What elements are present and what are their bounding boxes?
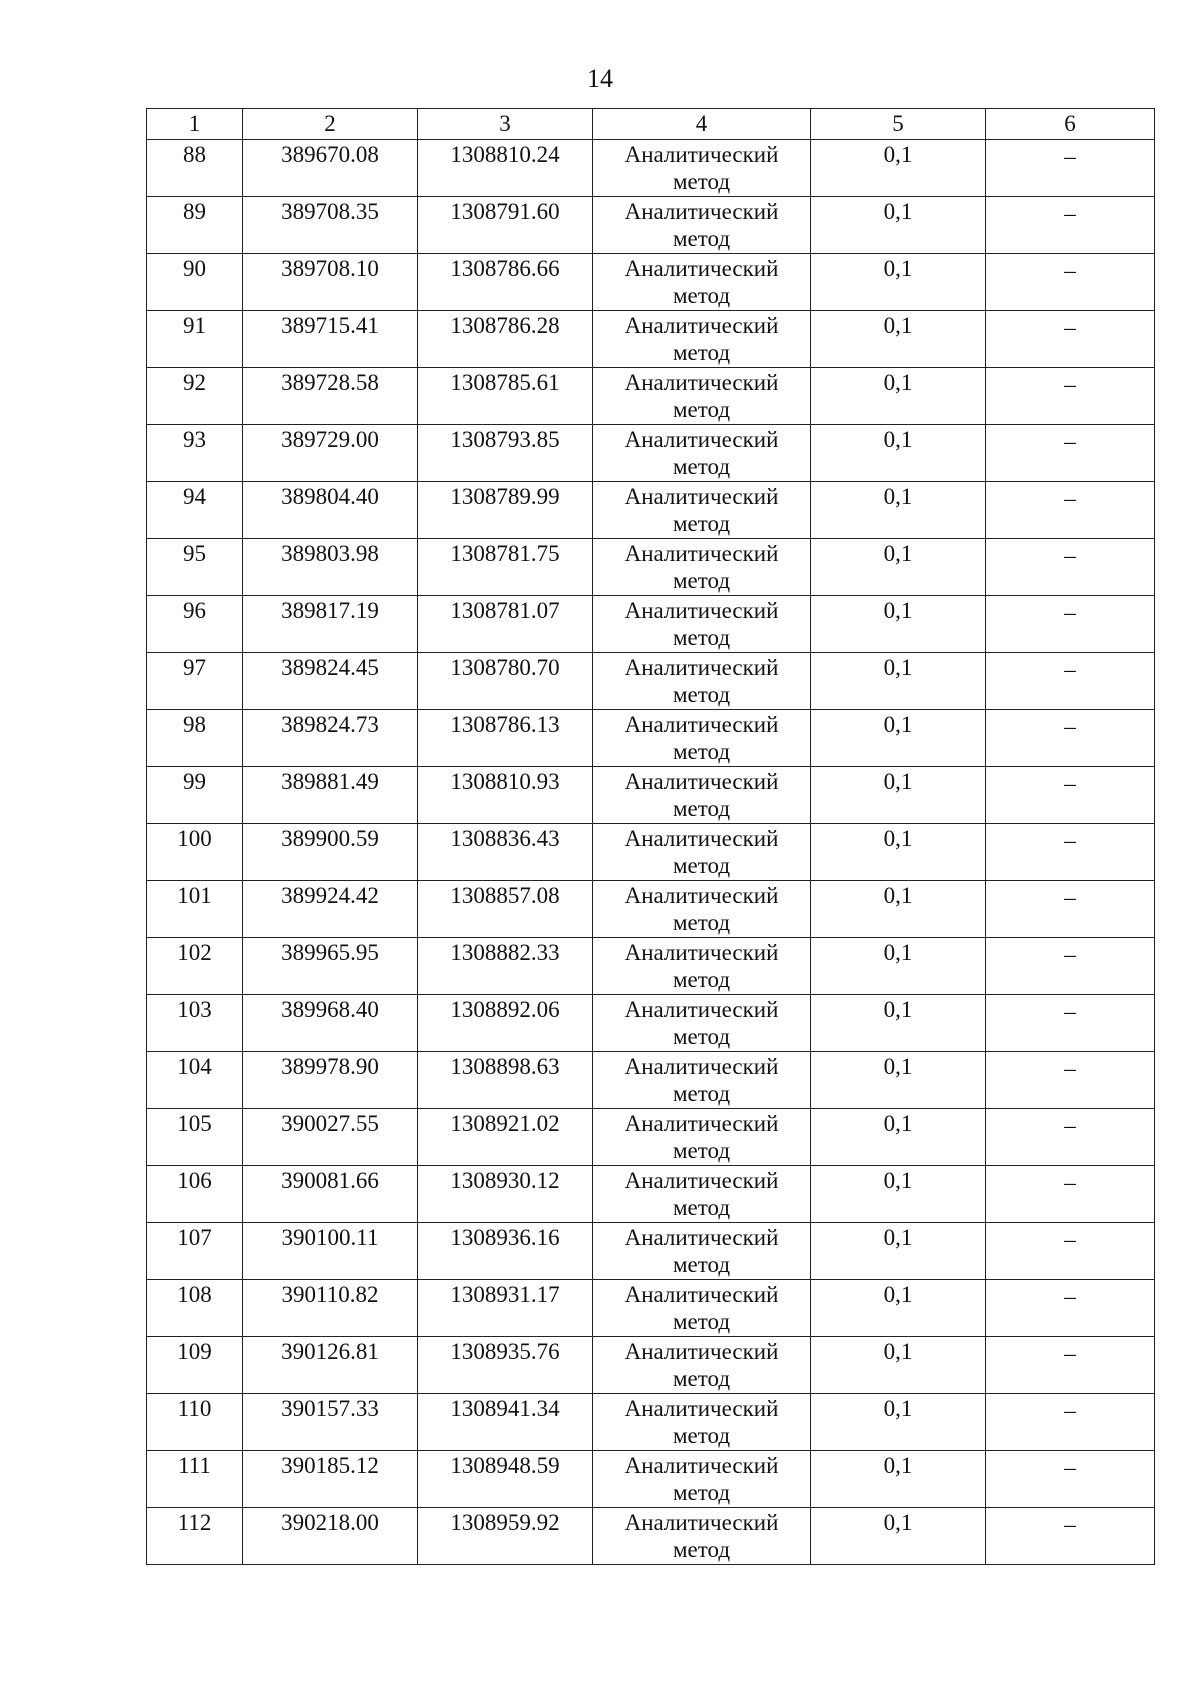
method-text-line: метод (672, 169, 731, 194)
y-coordinate-cell: 1308810.24 (418, 140, 593, 197)
method-cell (593, 767, 811, 824)
method-cell (593, 1052, 811, 1109)
table-row (147, 368, 1155, 425)
y-coordinate-cell: 1308785.61 (418, 368, 593, 425)
table-header (147, 109, 1155, 140)
table-row (147, 1451, 1155, 1508)
y-coordinate-cell: 1308789.99 (418, 482, 593, 539)
x-coordinate-cell: 389803.98 (243, 539, 418, 596)
x-coordinate-cell: 389824.45 (243, 653, 418, 710)
note-cell (986, 1109, 1155, 1166)
note-cell (986, 482, 1155, 539)
accuracy-cell: 0,1 (811, 995, 986, 1052)
y-coordinate-cell: 1308921.02 (418, 1109, 593, 1166)
y-coordinate-cell: 1308948.59 (418, 1451, 593, 1508)
method-cell (593, 482, 811, 539)
note-cell (986, 1508, 1155, 1565)
accuracy-cell: 0,1 (811, 1052, 986, 1109)
table-row (147, 824, 1155, 881)
note-cell (986, 311, 1155, 368)
method-text-line: метод (672, 796, 731, 821)
note-cell (986, 596, 1155, 653)
method-text-line: метод (672, 340, 731, 365)
x-coordinate-cell: 389924.42 (243, 881, 418, 938)
table-row (147, 311, 1155, 368)
point-number-cell: 111 (147, 1451, 243, 1508)
y-coordinate-cell: 1308941.34 (418, 1394, 593, 1451)
point-number-cell: 93 (147, 425, 243, 482)
point-number-cell: 95 (147, 539, 243, 596)
note-cell (986, 1394, 1155, 1451)
method-cell (593, 368, 811, 425)
x-coordinate-cell: 390218.00 (243, 1508, 418, 1565)
header-row (147, 109, 1155, 140)
y-coordinate-cell: 1308786.28 (418, 311, 593, 368)
note-cell (986, 140, 1155, 197)
method-text-line: метод (672, 1423, 731, 1448)
note-dash: – (1064, 714, 1076, 739)
note-dash: – (1064, 1227, 1076, 1252)
note-cell (986, 881, 1155, 938)
method-text-line: Аналитический (624, 313, 779, 338)
method-text-line: Аналитический (624, 598, 779, 623)
method-cell (593, 1337, 811, 1394)
point-number-cell: 100 (147, 824, 243, 881)
y-coordinate-cell: 1308931.17 (418, 1280, 593, 1337)
method-text-line: Аналитический (624, 826, 779, 851)
method-text-line: Аналитический (624, 370, 779, 395)
note-cell (986, 539, 1155, 596)
y-coordinate-cell: 1308836.43 (418, 824, 593, 881)
table-row (147, 881, 1155, 938)
note-dash: – (1064, 600, 1076, 625)
method-text-line: метод (672, 1480, 731, 1505)
method-cell (593, 1394, 811, 1451)
method-text-line: метод (672, 226, 731, 251)
page-number: 14 (587, 64, 613, 93)
point-number-cell: 92 (147, 368, 243, 425)
method-text-line: метод (672, 1309, 731, 1334)
method-cell (593, 1223, 811, 1280)
table-row (147, 539, 1155, 596)
column-header-4: 4 (593, 109, 811, 140)
method-cell (593, 995, 811, 1052)
accuracy-cell: 0,1 (811, 710, 986, 767)
note-dash: – (1064, 1113, 1076, 1138)
accuracy-cell: 0,1 (811, 881, 986, 938)
method-text-line: Аналитический (624, 199, 779, 224)
method-text-line: метод (672, 454, 731, 479)
note-cell (986, 1052, 1155, 1109)
method-cell (593, 1109, 811, 1166)
note-dash: – (1064, 828, 1076, 853)
x-coordinate-cell: 389715.41 (243, 311, 418, 368)
y-coordinate-cell: 1308781.07 (418, 596, 593, 653)
method-text-line: Аналитический (624, 1339, 779, 1364)
note-dash: – (1064, 144, 1076, 169)
method-cell (593, 938, 811, 995)
x-coordinate-cell: 390100.11 (243, 1223, 418, 1280)
method-text-line: метод (672, 568, 731, 593)
accuracy-cell: 0,1 (811, 482, 986, 539)
note-cell (986, 938, 1155, 995)
note-dash: – (1064, 543, 1076, 568)
method-text-line: Аналитический (624, 1282, 779, 1307)
note-cell (986, 1223, 1155, 1280)
coordinates-table (146, 108, 1155, 1565)
point-number-cell: 94 (147, 482, 243, 539)
table-row (147, 1508, 1155, 1565)
table-row (147, 596, 1155, 653)
note-dash: – (1064, 885, 1076, 910)
point-number-cell: 91 (147, 311, 243, 368)
accuracy-cell: 0,1 (811, 596, 986, 653)
method-cell (593, 1508, 811, 1565)
table-row (147, 1337, 1155, 1394)
method-text-line: Аналитический (624, 484, 779, 509)
note-dash: – (1064, 1341, 1076, 1366)
column-header-2: 2 (243, 109, 418, 140)
point-number-cell: 96 (147, 596, 243, 653)
method-cell (593, 197, 811, 254)
method-text-line: Аналитический (624, 655, 779, 680)
table-row (147, 938, 1155, 995)
method-text-line: метод (672, 1138, 731, 1163)
method-text-line: метод (672, 397, 731, 422)
note-cell (986, 824, 1155, 881)
column-header-1: 1 (147, 109, 243, 140)
note-dash: – (1064, 657, 1076, 682)
method-text-line: метод (672, 739, 731, 764)
x-coordinate-cell: 389824.73 (243, 710, 418, 767)
point-number-cell: 109 (147, 1337, 243, 1394)
table-row (147, 710, 1155, 767)
accuracy-cell: 0,1 (811, 1166, 986, 1223)
note-cell (986, 1166, 1155, 1223)
point-number-cell: 103 (147, 995, 243, 1052)
note-dash: – (1064, 486, 1076, 511)
table-body (147, 140, 1155, 1565)
accuracy-cell: 0,1 (811, 653, 986, 710)
note-cell (986, 425, 1155, 482)
accuracy-cell: 0,1 (811, 1508, 986, 1565)
method-text-line: Аналитический (624, 541, 779, 566)
method-text-line: Аналитический (624, 427, 779, 452)
table-row (147, 197, 1155, 254)
y-coordinate-cell: 1308810.93 (418, 767, 593, 824)
note-dash: – (1064, 1056, 1076, 1081)
accuracy-cell: 0,1 (811, 1337, 986, 1394)
point-number-cell: 97 (147, 653, 243, 710)
method-text-line: метод (672, 1252, 731, 1277)
method-text-line: Аналитический (624, 1510, 779, 1535)
point-number-cell: 110 (147, 1394, 243, 1451)
y-coordinate-cell: 1308857.08 (418, 881, 593, 938)
note-cell (986, 1337, 1155, 1394)
x-coordinate-cell: 389670.08 (243, 140, 418, 197)
note-dash: – (1064, 1398, 1076, 1423)
method-cell (593, 1280, 811, 1337)
note-dash: – (1064, 201, 1076, 226)
accuracy-cell: 0,1 (811, 824, 986, 881)
y-coordinate-cell: 1308781.75 (418, 539, 593, 596)
accuracy-cell: 0,1 (811, 1451, 986, 1508)
accuracy-cell: 0,1 (811, 938, 986, 995)
x-coordinate-cell: 390157.33 (243, 1394, 418, 1451)
method-text-line: Аналитический (624, 142, 779, 167)
point-number-cell: 108 (147, 1280, 243, 1337)
x-coordinate-cell: 389708.10 (243, 254, 418, 311)
note-dash: – (1064, 429, 1076, 454)
method-cell (593, 653, 811, 710)
method-text-line: Аналитический (624, 1225, 779, 1250)
table-row (147, 995, 1155, 1052)
accuracy-cell: 0,1 (811, 197, 986, 254)
note-cell (986, 767, 1155, 824)
table-row (147, 1280, 1155, 1337)
x-coordinate-cell: 389729.00 (243, 425, 418, 482)
table-row (147, 653, 1155, 710)
table-row (147, 1109, 1155, 1166)
y-coordinate-cell: 1308793.85 (418, 425, 593, 482)
method-text-line: Аналитический (624, 1396, 779, 1421)
y-coordinate-cell: 1308780.70 (418, 653, 593, 710)
method-text-line: метод (672, 1024, 731, 1049)
accuracy-cell: 0,1 (811, 425, 986, 482)
accuracy-cell: 0,1 (811, 368, 986, 425)
method-cell (593, 140, 811, 197)
column-header-6: 6 (986, 109, 1155, 140)
note-dash: – (1064, 1284, 1076, 1309)
x-coordinate-cell: 389965.95 (243, 938, 418, 995)
note-dash: – (1064, 999, 1076, 1024)
method-text-line: метод (672, 511, 731, 536)
y-coordinate-cell: 1308882.33 (418, 938, 593, 995)
method-text-line: метод (672, 283, 731, 308)
point-number-cell: 101 (147, 881, 243, 938)
accuracy-cell: 0,1 (811, 1109, 986, 1166)
method-cell (593, 539, 811, 596)
table-row (147, 1394, 1155, 1451)
point-number-cell: 90 (147, 254, 243, 311)
accuracy-cell: 0,1 (811, 1394, 986, 1451)
point-number-cell: 98 (147, 710, 243, 767)
y-coordinate-cell: 1308786.13 (418, 710, 593, 767)
table-row (147, 1166, 1155, 1223)
method-text-line: метод (672, 625, 731, 650)
table-row (147, 1052, 1155, 1109)
point-number-cell: 89 (147, 197, 243, 254)
note-cell (986, 710, 1155, 767)
method-cell (593, 824, 811, 881)
table-row (147, 425, 1155, 482)
method-cell (593, 596, 811, 653)
method-cell (593, 1166, 811, 1223)
y-coordinate-cell: 1308892.06 (418, 995, 593, 1052)
accuracy-cell: 0,1 (811, 539, 986, 596)
point-number-cell: 106 (147, 1166, 243, 1223)
y-coordinate-cell: 1308959.92 (418, 1508, 593, 1565)
method-cell (593, 254, 811, 311)
method-cell (593, 710, 811, 767)
table-row (147, 482, 1155, 539)
note-dash: – (1064, 771, 1076, 796)
x-coordinate-cell: 389804.40 (243, 482, 418, 539)
x-coordinate-cell: 389817.19 (243, 596, 418, 653)
note-dash: – (1064, 258, 1076, 283)
x-coordinate-cell: 389728.58 (243, 368, 418, 425)
method-text-line: Аналитический (624, 1168, 779, 1193)
point-number-cell: 107 (147, 1223, 243, 1280)
note-dash: – (1064, 1455, 1076, 1480)
accuracy-cell: 0,1 (811, 311, 986, 368)
table-row (147, 254, 1155, 311)
y-coordinate-cell: 1308898.63 (418, 1052, 593, 1109)
method-text-line: Аналитический (624, 997, 779, 1022)
x-coordinate-cell: 390110.82 (243, 1280, 418, 1337)
method-text-line: метод (672, 853, 731, 878)
method-text-line: метод (672, 1081, 731, 1106)
method-text-line: Аналитический (624, 1111, 779, 1136)
note-cell (986, 653, 1155, 710)
method-cell (593, 311, 811, 368)
accuracy-cell: 0,1 (811, 767, 986, 824)
note-dash: – (1064, 372, 1076, 397)
point-number-cell: 105 (147, 1109, 243, 1166)
point-number-cell: 88 (147, 140, 243, 197)
point-number-cell: 102 (147, 938, 243, 995)
y-coordinate-cell: 1308935.76 (418, 1337, 593, 1394)
method-text-line: Аналитический (624, 940, 779, 965)
x-coordinate-cell: 390126.81 (243, 1337, 418, 1394)
method-text-line: Аналитический (624, 883, 779, 908)
method-text-line: Аналитический (624, 712, 779, 737)
x-coordinate-cell: 390185.12 (243, 1451, 418, 1508)
method-text-line: метод (672, 1366, 731, 1391)
method-text-line: Аналитический (624, 1054, 779, 1079)
note-dash: – (1064, 1512, 1076, 1537)
column-header-5: 5 (811, 109, 986, 140)
x-coordinate-cell: 389978.90 (243, 1052, 418, 1109)
accuracy-cell: 0,1 (811, 140, 986, 197)
table-row (147, 140, 1155, 197)
y-coordinate-cell: 1308930.12 (418, 1166, 593, 1223)
method-cell (593, 425, 811, 482)
note-cell (986, 1280, 1155, 1337)
point-number-cell: 99 (147, 767, 243, 824)
table-row (147, 767, 1155, 824)
y-coordinate-cell: 1308791.60 (418, 197, 593, 254)
method-text-line: Аналитический (624, 769, 779, 794)
method-cell (593, 881, 811, 938)
method-text-line: Аналитический (624, 1453, 779, 1478)
point-number-cell: 112 (147, 1508, 243, 1565)
note-cell (986, 254, 1155, 311)
method-text-line: метод (672, 1195, 731, 1220)
x-coordinate-cell: 390081.66 (243, 1166, 418, 1223)
method-text-line: метод (672, 967, 731, 992)
note-cell (986, 368, 1155, 425)
note-dash: – (1064, 942, 1076, 967)
point-number-cell: 104 (147, 1052, 243, 1109)
accuracy-cell: 0,1 (811, 254, 986, 311)
note-dash: – (1064, 315, 1076, 340)
x-coordinate-cell: 389900.59 (243, 824, 418, 881)
method-text-line: метод (672, 1537, 731, 1562)
y-coordinate-cell: 1308786.66 (418, 254, 593, 311)
method-text-line: метод (672, 910, 731, 935)
accuracy-cell: 0,1 (811, 1280, 986, 1337)
x-coordinate-cell: 389881.49 (243, 767, 418, 824)
note-cell (986, 197, 1155, 254)
x-coordinate-cell: 390027.55 (243, 1109, 418, 1166)
note-cell (986, 1451, 1155, 1508)
x-coordinate-cell: 389708.35 (243, 197, 418, 254)
note-cell (986, 995, 1155, 1052)
accuracy-cell: 0,1 (811, 1223, 986, 1280)
column-header-3: 3 (418, 109, 593, 140)
y-coordinate-cell: 1308936.16 (418, 1223, 593, 1280)
table-row (147, 1223, 1155, 1280)
method-cell (593, 1451, 811, 1508)
note-dash: – (1064, 1170, 1076, 1195)
method-text-line: Аналитический (624, 256, 779, 281)
method-text-line: метод (672, 682, 731, 707)
x-coordinate-cell: 389968.40 (243, 995, 418, 1052)
